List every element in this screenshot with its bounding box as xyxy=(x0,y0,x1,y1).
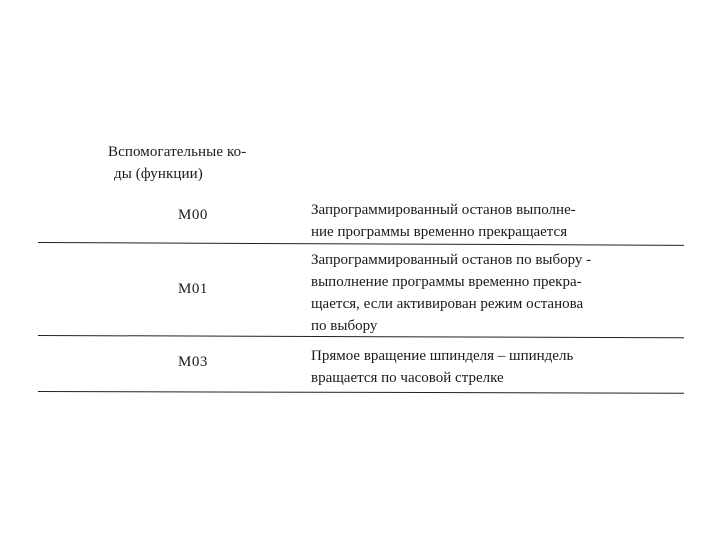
code-m00: М00 xyxy=(178,207,208,223)
code-m01: М01 xyxy=(178,281,208,297)
column-header-line-2: ды (функции) xyxy=(114,166,203,182)
description-line: Прямое вращение шпинделя – шпиндель xyxy=(311,348,574,364)
description-line: выполнение программы временно прекра- xyxy=(311,274,582,290)
description-line: Запрограммированный останов выполне- xyxy=(311,202,576,218)
description-line: по выбору xyxy=(311,318,378,334)
description-m00 xyxy=(311,199,656,243)
description-m01 xyxy=(311,249,656,337)
code-m03: М03 xyxy=(178,354,208,370)
description-line: щается, если активирован режим останова xyxy=(311,296,584,312)
description-line: Запрограммированный останов по выбору - xyxy=(311,252,592,268)
description-line: вращается по часовой стрелке xyxy=(311,370,504,386)
column-header-line-1: Вспомогательные ко- xyxy=(108,144,247,160)
description-line: ние программы временно прекращается xyxy=(311,224,568,240)
description-m03 xyxy=(311,345,656,389)
column-header xyxy=(108,141,298,185)
row-divider xyxy=(38,391,684,394)
